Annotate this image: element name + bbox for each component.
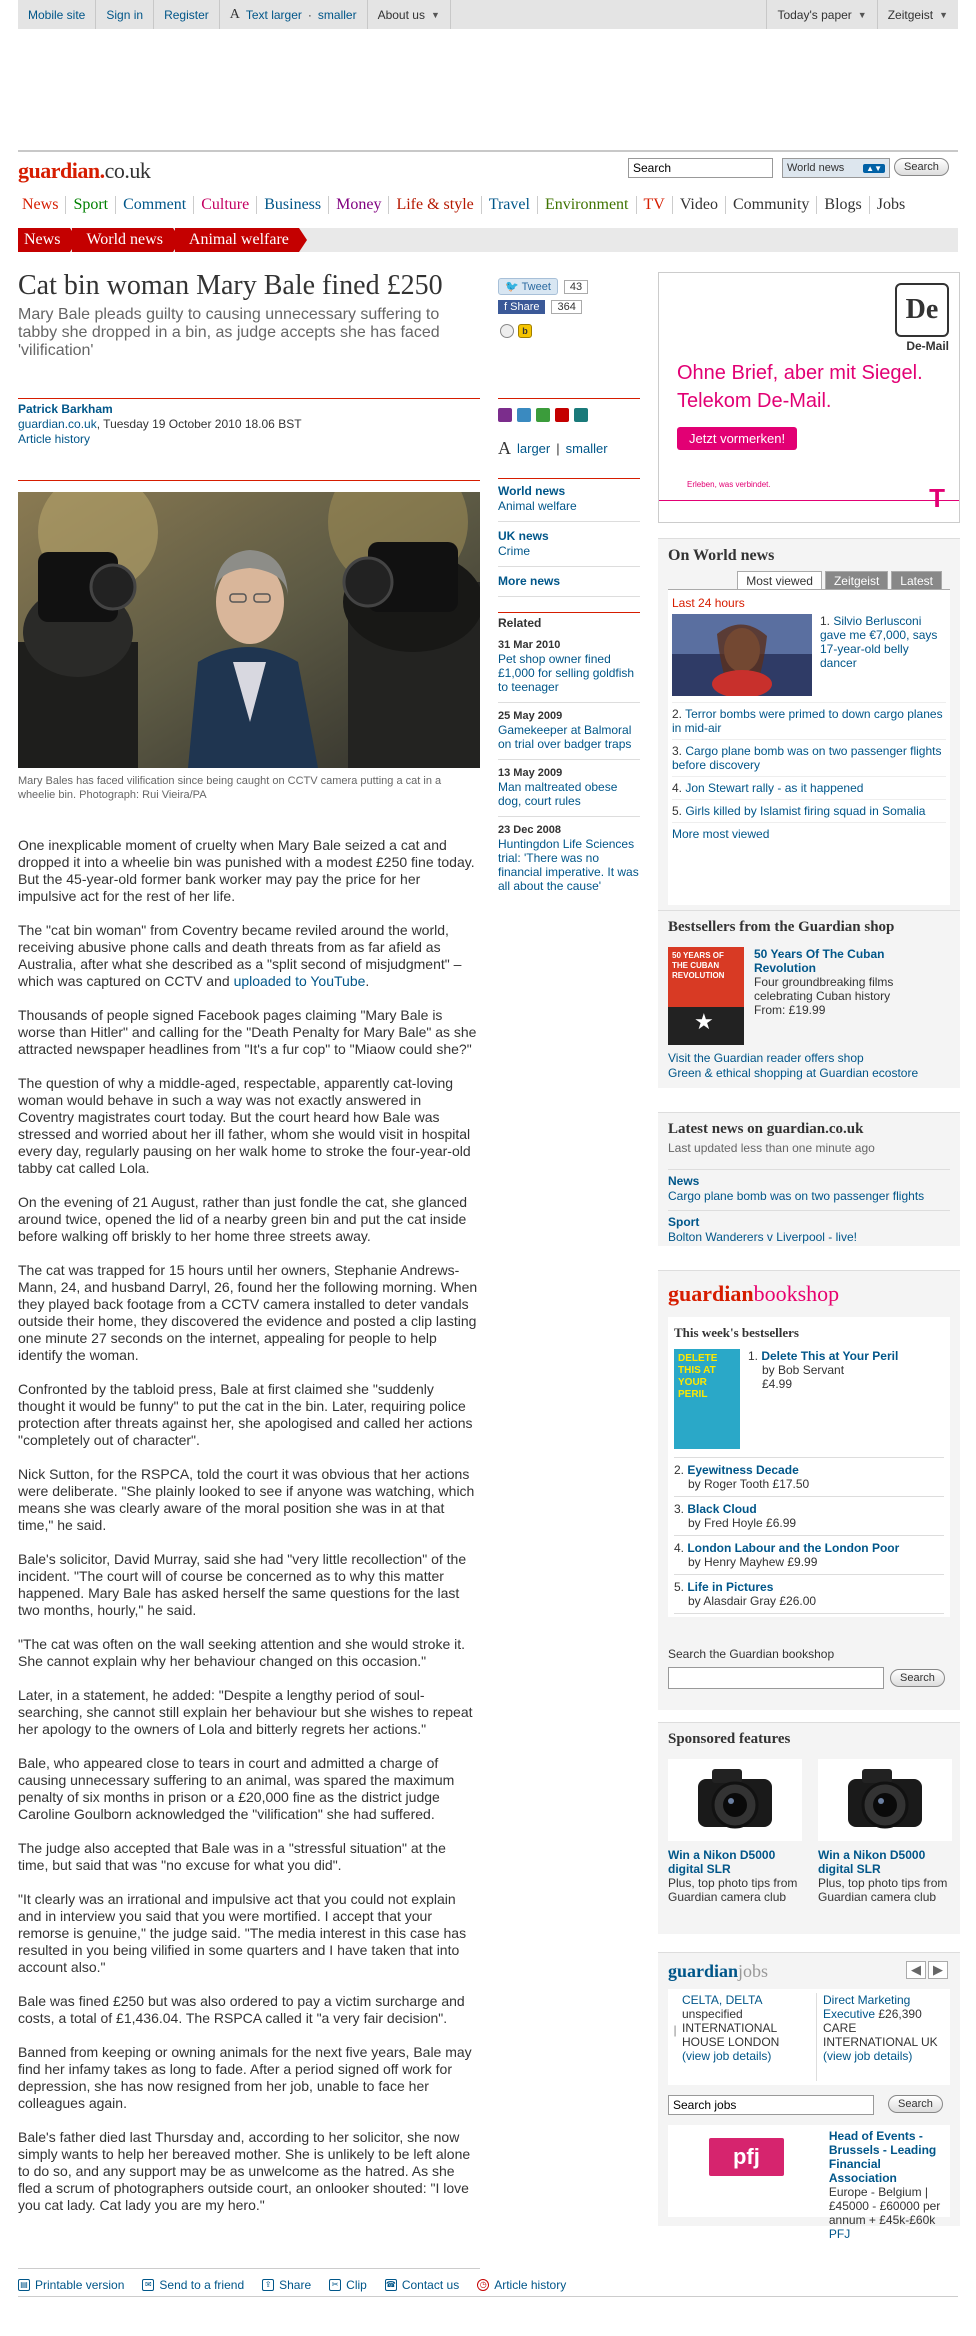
byline [18,402,302,447]
chevron-down-icon: ▼ [430,9,440,20]
nav-sport[interactable]: Sport [66,196,116,214]
nav-culture[interactable]: Culture [194,196,257,214]
most-viewed-1[interactable]: Silvio Berlusconi gave me €7,000, says 17-year-old belly dancer [820,614,938,670]
bookshop-subtitle: This week's bestsellers [674,1325,799,1340]
job-salary-2: £26,390 [878,2007,922,2021]
book-author: by Roger Tooth £17.50 [688,1477,810,1491]
period-label: Last 24 hours [672,596,745,610]
article-standfirst: Mary Bale pleads guilty to causing unnecessary suffering to tabby she dropped in a bin, as judge accepts she has faced 'vilification' [18,306,440,359]
article-tools [18,2278,938,2292]
image-divider [18,480,480,481]
paragraph: "It clearly was an irrational and impulsive act that you could not explain and in interview you said that you were mortified. I accept that your remorse is genuine," the judge said. "The media interest in this case has resulted in you being vilified in some quarters and I have taken that into account also." [18,1891,467,1975]
bookshop-search-label: Search the Guardian bookshop [668,1647,835,1661]
footer-divider [18,2296,958,2297]
related-date: 23 Dec 2008 [498,824,561,836]
book-title[interactable]: London Labour and the London Poor [687,1541,900,1555]
most-viewed-5[interactable]: Girls killed by Islamist firing squad in Somalia [685,804,926,818]
tweet-count: 43 [564,280,588,294]
most-viewed-3[interactable]: Cargo plane bomb was on two passenger flights before discovery [672,744,942,772]
breadcrumb-news[interactable]: News [18,228,70,252]
section-uk-news[interactable]: UK news [498,529,549,543]
advertisement [658,272,960,523]
ad-footer: Erleben, was verbindet. [687,480,771,489]
related-item[interactable] [498,638,640,694]
list-item[interactable]: 1. Silvio Berlusconi gave me €7,000, says 17-year-old belly dancer [672,614,946,696]
clip-icon: ✂ [329,2279,341,2291]
related-link[interactable]: Pet shop owner fined £1,000 for selling goldfish to teenager [498,652,635,694]
zeitgeist-label: Zeitgeist [887,7,934,22]
printable-version-link[interactable] [18,2278,124,2292]
sponsored-item[interactable] [668,1759,802,1904]
youtube-link[interactable]: uploaded to YouTube [233,973,366,989]
dropdown-arrow-icon: ▲▼ [863,164,885,173]
list-item[interactable]: 3. Cargo plane bomb was on two passenger flights before discovery [672,739,946,776]
contact-us-link[interactable] [385,2278,459,2292]
facebook-share [498,300,582,314]
logo-part-b: bookshop [753,1281,840,1306]
clip-icon[interactable] [555,408,569,422]
sponsored-title: Sponsored features [668,1731,791,1747]
logo-part-a: guardian [668,1281,754,1306]
todays-paper-label: Today's paper [777,7,852,22]
related-link[interactable]: Huntingdon Life Sciences trial: 'There was no financial imperative. It was all about the cause' [498,837,639,893]
paragraph: The judge also accepted that Bale was in a "stressful situation" at the time, but said that was "no excuse for what you did". [18,1840,446,1873]
clip-link[interactable] [329,2278,367,2292]
top-utility-bar [18,0,958,29]
book-title-1[interactable]: Delete This at Your Peril [761,1349,899,1363]
latest-news-item[interactable]: Cargo plane bomb was on two passenger flights [668,1189,925,1203]
sponsored-box [658,1722,960,1934]
logo-part-a: guardian [668,1961,739,1981]
job-title-1[interactable]: CELTA, DELTA [682,1993,763,2007]
related-item[interactable] [498,702,640,751]
paragraph: Bale's solicitor, David Murray, said she had "very little recollection" of the incident. "The court will of course be concerned as to why this matter happened. Mary Bale has asked herself the same questions for the last two months, hourly," he said. [18,1551,467,1618]
featured-job-title[interactable]: Head of Events - Brussels - Leading Financial Association [828,2129,937,2185]
featured-job-company[interactable]: PFJ [828,2227,851,2241]
nav-money[interactable]: Money [329,196,389,214]
contact-icon: ☎ [385,2280,396,2289]
print-icon: ▤ [18,2279,30,2291]
book-author: by Henry Mayhew £9.99 [688,1555,818,1569]
cuban-revolution-cover [668,947,744,1045]
ad-rule [659,500,959,501]
book-title[interactable]: Eyewitness Decade [687,1463,799,1477]
nav-business[interactable]: Business [257,196,329,214]
sponsored-title-1[interactable]: Win a Nikon D5000 digital SLR [668,1848,776,1876]
related-date: 13 May 2009 [498,767,563,779]
world-box-title: On World news [668,547,775,564]
ecostore-link[interactable]: Green & ethical shopping at Guardian ecostore [668,1066,919,1080]
tweet-button[interactable]: 🐦 Tweet [498,278,558,295]
featured-job-desc: Europe - Belgium | £45000 - £60000 per annum + £45k-£60k [828,2185,941,2227]
ad-line2: Telekom De-Mail. [677,390,832,412]
paragraph: The cat was trapped for 15 hours until her owners, Stephanie Andrews-Mann, 24, and husband Darryl, 26, found her the following morning. When they played back footage from a CCTV camera installed to deter vandals outside their home, they discovered the evidence and posted a clip lasting one minute 27 seconds on the internet, appealing for people to help identify the woman. [18,1262,478,1363]
about-us-menu[interactable] [368,0,451,29]
tab-most-viewed[interactable]: Most viewed [737,571,822,590]
related-date: 31 Mar 2010 [498,639,561,651]
related-links [498,616,640,901]
site-link[interactable]: guardian.co.uk [18,417,97,431]
demail-brand: De-Mail [906,339,949,353]
main-nav [18,196,912,214]
nav-tv[interactable]: TV [637,196,673,214]
article-history-tool-link[interactable] [477,2278,566,2292]
buzz-icon[interactable]: b [518,324,532,338]
search-scope-select[interactable] [782,158,890,178]
sponsored-item[interactable] [818,1759,952,1904]
search-input[interactable] [628,158,773,178]
job-company-2: CARE INTERNATIONAL UK [823,2021,938,2049]
latest-sport-item[interactable]: Bolton Wanderers v Liverpool - live! [668,1230,857,1244]
job-salary-1: unspecified [682,2007,743,2021]
related-link[interactable]: Gamekeeper at Balmoral on trial over badger traps [498,723,632,751]
about-us-label: About us [377,7,425,22]
world-tabs [737,571,942,590]
nav-environment[interactable]: Environment [538,196,637,214]
paragraph: Banned from keeping or owning animals for the next five years, Bale may find her infamy takes as long to fade. After a period signed off work for depression, she has now resigned from her job, unable to face her colleagues again. [18,2044,472,2111]
sections-divider [498,478,640,479]
tool-label: Printable version [35,2278,125,2292]
history-icon: ◷ [477,2279,489,2291]
job-details-1[interactable]: (view job details) [682,2049,772,2063]
shop-product[interactable] [668,947,944,1045]
cover-text: 50 YEARS OF THE CUBAN REVOLUTION [668,947,744,1007]
bookshop-box [658,1270,960,1710]
ad-headline [677,359,923,415]
related-item[interactable] [498,759,640,808]
tweet-share [498,278,588,295]
share-divider [498,398,640,399]
world-list [668,589,950,905]
share-icon[interactable] [536,408,550,422]
divider [498,596,640,597]
most-viewed-4[interactable]: Jon Stewart rally - as it happened [685,781,864,795]
book-title[interactable]: Black Cloud [687,1502,757,1516]
facebook-count: 364 [551,300,581,314]
share-icon: ⇪ [262,2279,274,2291]
todays-paper-menu[interactable] [766,0,876,29]
book-list [674,1458,944,1614]
text-size-tools [498,438,608,459]
shop-title: Bestsellers from the Guardian shop [668,919,895,935]
tool-label: Share [279,2278,312,2292]
bookshop-search-button[interactable]: Search [890,1669,945,1687]
bookshop-logo[interactable] [658,1271,960,1311]
related-title: Related [498,616,542,630]
latest-title: Latest news on guardian.co.uk [668,1121,864,1137]
facebook-share-button[interactable]: f Share [498,300,545,314]
related-item[interactable] [498,816,640,893]
job-item[interactable] [816,1993,950,2081]
product-price: From: £19.99 [754,1003,826,1017]
guardian-shop-box [658,910,960,1088]
smaller-link[interactable]: smaller [565,441,608,456]
nav-jobs[interactable]: Jobs [876,196,906,213]
carousel-edge: | [673,2023,677,2037]
text-size-icon: A [498,438,511,458]
book-item[interactable]: 5. Life in Pictures by Alasdair Gray £26.00 [674,1575,944,1614]
reddit-icon[interactable] [500,324,514,338]
section-links [498,484,640,604]
reader-offers-link[interactable]: Visit the Guardian reader offers shop [668,1051,864,1065]
jobs-box [658,1952,960,2241]
related-link[interactable]: Man maltreated obese dog, court rules [498,780,618,808]
book-author: by Alasdair Gray £26.00 [688,1594,817,1608]
photo-caption: Mary Bales has faced vilification since being caught on CCTV camera putting a cat in a wheelie bin. Photograph: Rui Vieira/PA [18,775,442,801]
nav-video[interactable]: Video [673,196,726,214]
related-divider [498,612,640,613]
belly-dancer-thumbnail [672,614,812,696]
job-title-2[interactable]: Direct Marketing Executive [823,1993,911,2021]
byline-divider [18,398,480,399]
send-to-friend-link[interactable] [142,2278,244,2292]
email-icon[interactable] [517,408,531,422]
arrow-left-icon[interactable]: ◀ [906,1961,926,1979]
share-link[interactable] [262,2278,311,2292]
tool-label: Article history [494,2278,567,2292]
tab-latest[interactable]: Latest [891,571,942,590]
nav-news[interactable]: News [18,196,66,214]
publish-date: , Tuesday 19 October 2010 18.06 BST [96,417,302,431]
job-company-1: INTERNATIONAL HOUSE LONDON [682,2021,780,2049]
ad-cta-button[interactable]: Jetzt vormerken! [677,427,797,450]
list-item[interactable]: 4. Jon Stewart rally - as it happened [672,776,946,799]
jobs-carousel [668,1989,950,2085]
fb-label: Share [510,301,540,313]
tool-label: Send to a friend [159,2278,245,2292]
article-headline: Cat bin woman Mary Bale fined £250 [18,270,443,301]
breadcrumb [18,228,301,252]
book-author-1: by Bob Servant [762,1363,845,1377]
job-item[interactable] [682,1993,816,2081]
tools-divider [18,2268,480,2269]
arrow-right-icon[interactable]: ▶ [928,1961,948,1979]
demail-logo: De [895,283,949,337]
email-icon: ✉ [142,2279,154,2291]
jobs-search-button[interactable]: Search [888,2095,943,2113]
latest-updated: Last updated less than one minute ago [668,1141,875,1155]
separator-dot: · [307,7,312,22]
jobs-carousel-controls [906,1961,948,1979]
book-cover: DELETE THIS AT YOUR PERIL [674,1349,740,1449]
site-logo[interactable] [18,158,150,184]
latest-news-box [658,1112,960,1246]
zeitgeist-menu[interactable] [877,0,958,29]
search-scope-value: World news [787,162,845,174]
world-news-box [658,538,960,916]
sign-in-link[interactable]: Sign in [96,0,154,29]
paragraph: Bale's father died last Thursday and, according to her solicitor, she now simply wants to help her bereaved mother. She is unlikely to be left alone to do so, and any support may be as unwelcome as the hatred. As she fled a scrum of photographers outside court, an onlooker shouted: "I love you cat lady. Cat lady you are my hero." [18,2129,471,2213]
book-price-1: £4.99 [762,1377,793,1391]
divider [498,566,640,567]
larger-link[interactable]: larger [517,441,551,456]
paragraph: Confronted by the tabloid press, Bale at first claimed she "suddenly thought it would be funny" to put the cat in the bin. Later, requiring police protection after threats against her, she apologised and called her actions "completely out of character". [18,1381,473,1448]
sponsored-list [668,1759,952,1904]
paragraph: Nick Sutton, for the RSPCA, told the court it was obvious that her actions were deliberate. "She plainly looked to see if anyone was watching, which means she was clearly aware of the moral position she was in at that time," he said. [18,1466,475,1533]
text-smaller-link[interactable]: smaller [317,7,357,22]
nav-community[interactable]: Community [726,196,817,214]
paragraph: Later, in a statement, he added: "Despite a lengthy period of soul-searching, she cannot still explain her behaviour but she wishes to repeat her apology to the owners of Lola and bitterly regrets her actions." [18,1687,473,1737]
logo-main: guardian. [18,158,105,183]
photo-mary-bale [18,492,480,768]
search-button[interactable]: Search [894,158,949,176]
text-larger-link[interactable]: Text larger [245,7,302,22]
tweet-label: Tweet [521,281,551,293]
sponsored-title-2[interactable]: Win a Nikon D5000 digital SLR [818,1848,926,1876]
jobs-search-input[interactable] [668,2095,874,2115]
job-details-2[interactable]: (view job details) [823,2049,913,2063]
latest-section-sport[interactable]: Sport [668,1215,700,1229]
pfj-logo [672,2129,821,2185]
bookshop-search-input[interactable] [668,1667,884,1689]
tab-zeitgeist[interactable]: Zeitgeist [825,571,888,590]
chevron-down-icon: ▼ [857,9,867,20]
breadcrumb-world-news[interactable]: World news [72,228,172,252]
article-body [18,837,480,2231]
pfj-logo-text: pfj [709,2138,784,2176]
sponsored-desc-2: Plus, top photo tips from Guardian camera club [818,1876,948,1904]
paragraph: The question of why a middle-aged, respectable, apparently cat-loving woman would behave in such a way was not exactly answered in Coventry magistrates court today. But the court heard how Bale was stressed and worried about her ill father, whom she would visit in hospital every day, regularly pausing on her walk home to stroke the four-year-old tabby cat called Lola. [18,1075,471,1176]
chevron-down-icon: ▼ [939,9,948,20]
tool-label: Clip [346,2278,367,2292]
book-title[interactable]: Life in Pictures [687,1580,774,1594]
separator: | [556,441,560,456]
paragraph-text: The "cat bin woman" from Coventry became reviled around the world, receiving abusive phone calls and death threats from as far afield as Australia, after what she described as a "split second of misjudgment" – which was captured on CCTV and [18,922,462,989]
text-size-controls [220,0,368,29]
paragraph: Bale, who appeared close to tears in court and admitted a charge of causing unnecessary suffering to an animal, was spared the maximum penalty of six months in prison or a £20,000 fine as the district judge Caroline Goulborn acknowledged the "vilification" she had suffered. [18,1755,455,1822]
most-viewed-2[interactable]: Terror bombs were primed to down cargo planes in mid-air [672,707,943,735]
logo-part-b: jobs [738,1961,769,1981]
main-photo [18,492,480,768]
nav-travel[interactable]: Travel [482,196,538,214]
more-most-viewed-row [672,822,946,845]
print-icon[interactable] [498,408,512,422]
paragraph-end: . [365,973,370,989]
book-item[interactable]: 4. London Labour and the London Poor by Henry Mayhew £9.99 [674,1536,944,1575]
breadcrumb-animal-welfare[interactable]: Animal welfare [175,228,299,252]
product-title[interactable]: 50 Years Of The Cuban Revolution [754,947,885,975]
paragraph: Bale was fined £250 but was also ordered to pay a victim surcharge and costs, a total of £1,436.04. The RSPCA called it "a very fair decision". [18,1993,465,2026]
book-author: by Fred Hoyle £6.99 [688,1516,797,1530]
text-size-icon: A [229,6,240,22]
paragraph: On the evening of 21 August, rather than just fondle the cat, she glanced around twice, opened the lid of a nearby green bin and put the cat inside before walking off briskly to her home three streets away. [18,1194,468,1244]
paragraph: One inexplicable moment of cruelty when Mary Bale seized a cat and dropped it into a wheelie bin was punished with a modest £250 fine today. But the 45-year-old former bank worker may pay the price for her impulsive act for the rest of her life. [18,837,475,904]
mobile-site-link[interactable]: Mobile site [18,0,96,29]
more-news-link[interactable]: More news [498,574,561,588]
nav-comment[interactable]: Comment [116,196,194,214]
related-date: 25 May 2009 [498,710,563,722]
telekom-logo: T [929,483,945,513]
social-bookmarks [500,324,532,338]
star-icon: ★ [694,1009,714,1034]
paragraph [18,922,480,990]
article-history-link[interactable]: Article history [18,432,91,446]
camera-image [668,1759,802,1841]
camera-image [818,1759,952,1841]
section-animal-welfare[interactable]: Animal welfare [498,499,577,513]
header-divider [18,150,958,152]
book-item[interactable]: 2. Eyewitness Decade by Roger Tooth £17.50 [674,1458,944,1497]
list-item[interactable]: 5. Girls killed by Islamist firing squad in Somalia [672,799,946,822]
featured-job[interactable] [668,2125,950,2241]
list-item[interactable]: 2. Terror bombs were primed to down cargo planes in mid-air [672,702,946,739]
tool-label: Contact us [401,2278,460,2292]
logo-domain: co.uk [104,158,151,183]
more-most-viewed-link[interactable]: More most viewed [672,827,770,841]
sponsored-desc-1: Plus, top photo tips from Guardian camera club [668,1876,798,1904]
paragraph: Thousands of people signed Facebook pages claiming "Mary Bale is worse than Hitler" and calling for the "Death Penalty for Mary Bale" as she attracted newspaper headlines from "It's a fur cop" to "Miaow could she?" [18,1007,477,1057]
nav-life-style[interactable]: Life & style [389,196,481,214]
nav-blogs[interactable]: Blogs [817,196,869,214]
product-desc: Four groundbreaking films celebrating Cuban history [754,975,894,1003]
book-item[interactable]: 3. Black Cloud by Fred Hoyle £6.99 [674,1497,944,1536]
latest-section-news[interactable]: News [668,1174,700,1188]
author-link[interactable]: Patrick Barkham [18,402,113,416]
share-icons [498,408,588,422]
paragraph: "The cat was often on the wall seeking attention and she would stroke it. She cannot explain why her behaviour changed on this occasion." [18,1636,466,1669]
ad-line1: Ohne Brief, aber mit Siegel. [677,362,923,384]
register-link[interactable]: Register [154,0,220,29]
section-world-news[interactable]: World news [498,484,566,498]
divider [498,521,640,522]
contact-icon[interactable] [574,408,588,422]
book-item[interactable]: DELETE THIS AT YOUR PERIL 1. Delete This at Your Peril by Bob Servant £4.99 [674,1349,944,1458]
section-crime[interactable]: Crime [498,544,530,558]
